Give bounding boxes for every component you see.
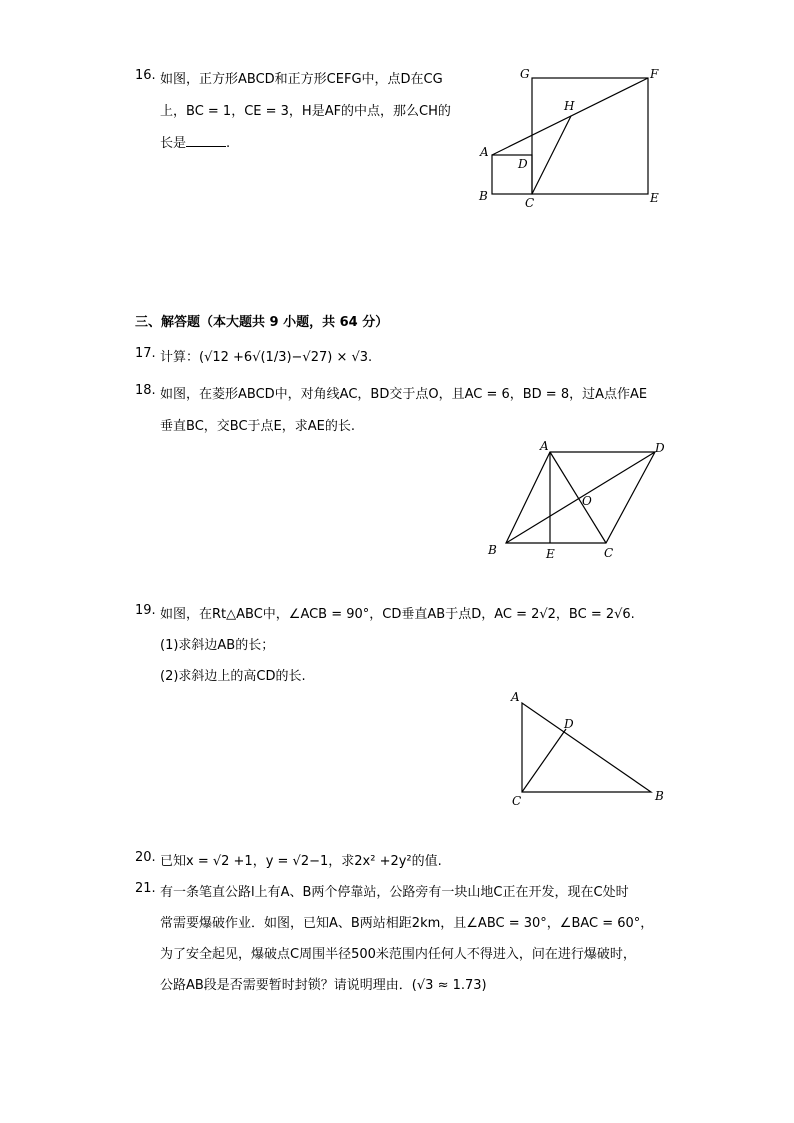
q18-text-line2: 垂直BC，交BC于点E，求AE的长. xyxy=(160,419,355,434)
q21-text-line2: 常需要爆破作业．如图，已知A、B两站相距2km，且∠ABC = 30°，∠BAC = 60°， xyxy=(160,916,654,931)
q16-text-line3 xyxy=(160,132,230,151)
q19-text-line2: (1)求斜边AB的长； xyxy=(160,638,275,653)
q18-label-A: A xyxy=(540,439,549,453)
q18-label-D: D xyxy=(655,441,665,455)
q16-label-F: F xyxy=(650,67,659,81)
q18-label-B: B xyxy=(488,543,497,557)
q18-label-E: E xyxy=(546,547,555,561)
q18-number: 18. xyxy=(135,383,156,398)
q21-text-line3: 为了安全起见，爆破点C周围半径500米范围内任何人不得进入，问在进行爆破时， xyxy=(160,947,636,962)
q17-text: 计算：(√12 +6√(1/3)−√27) × √3. xyxy=(160,350,373,365)
q21-text-line4: 公路AB段是否需要暂时封锁？请说明理由．(√3 ≈ 1.73) xyxy=(160,978,487,993)
q16-label-C: C xyxy=(525,196,535,210)
q16-text-line1: 如图，正方形ABCD和正方形CEFG中，点D在CG xyxy=(160,72,443,87)
q19-label-B: B xyxy=(655,789,664,803)
q18-label-C: C xyxy=(604,546,614,560)
q16-number: 16. xyxy=(135,68,156,83)
section-3-title: 三、解答题（本大题共 9 小题，共 64 分） xyxy=(135,315,389,330)
q16-label-H: H xyxy=(564,99,575,113)
q21-text-line1: 有一条笔直公路l上有A、B两个停靠站，公路旁有一块山地C正在开发，现在C处时 xyxy=(160,885,629,900)
q16-label-D: D xyxy=(518,157,528,171)
q19-label-A: A xyxy=(511,690,520,704)
q16-answer-prefix: 长是 xyxy=(160,136,187,151)
q18-label-O: O xyxy=(582,494,592,508)
q19-text-line1: 如图，在Rt△ABC中，∠ACB = 90°，CD垂直AB于点D，AC = 2√2，BC = 2√6. xyxy=(160,607,635,622)
q20-number: 20. xyxy=(135,850,156,865)
q20-text: 已知x = √2 +1，y = √2−1，求2x² +2y²的值. xyxy=(160,854,442,869)
q16-answer-blank xyxy=(186,134,226,147)
q21-number: 21. xyxy=(135,881,156,896)
q17-number: 17. xyxy=(135,346,156,361)
q18-text-line1: 如图，在菱形ABCD中，对角线AC，BD交于点O，且AC = 6，BD = 8，过A点作AE xyxy=(160,387,648,402)
q16-answer-suffix: . xyxy=(226,136,231,151)
q19-label-C: C xyxy=(512,794,522,808)
q16-label-G: G xyxy=(520,67,530,81)
q16-text-line2: 上，BC = 1，CE = 3，H是AF的中点，那么CH的 xyxy=(160,104,451,119)
q16-label-E: E xyxy=(650,191,659,205)
q19-text-line3: (2)求斜边上的高CD的长. xyxy=(160,669,306,684)
q16-label-A: A xyxy=(480,145,489,159)
q19-number: 19. xyxy=(135,603,156,618)
q16-label-B: B xyxy=(479,189,488,203)
q19-label-D: D xyxy=(564,717,574,731)
